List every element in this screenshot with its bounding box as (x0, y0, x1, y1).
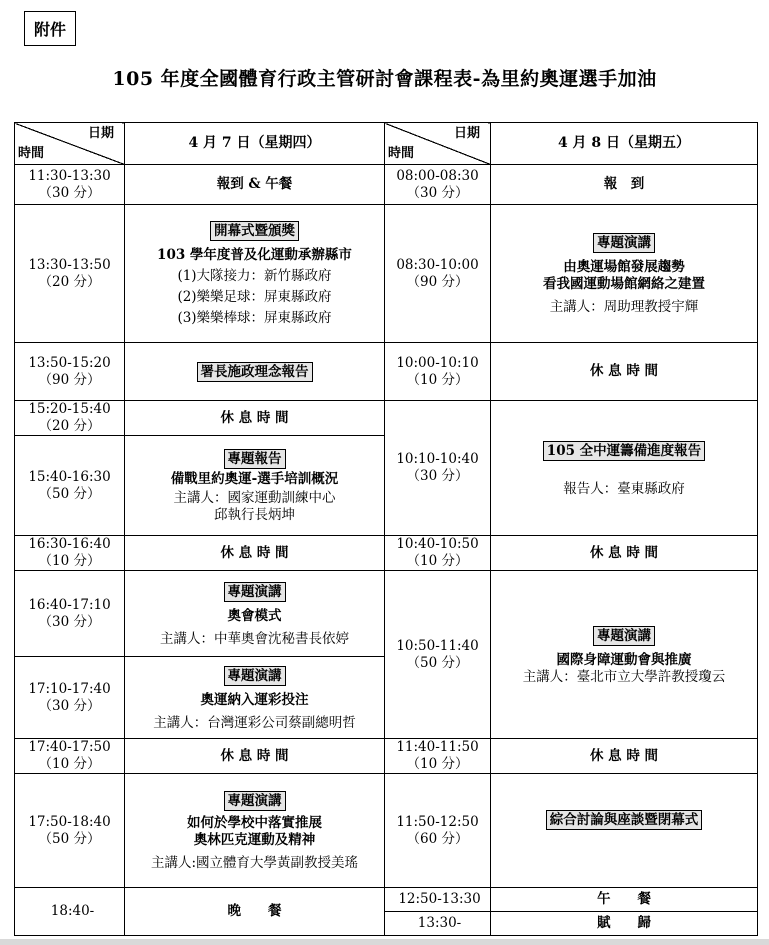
time-range: 11:50-12:50 (396, 813, 479, 830)
session-topic: 奧林匹克運動及精神 (193, 832, 316, 848)
time-range: 17:50-18:40 (28, 813, 111, 830)
duration: （90 分） (38, 371, 101, 388)
time-range: 17:40-17:50 (28, 739, 111, 755)
day1-dinner: 晚 餐 (125, 888, 385, 936)
session-topic: 如何於學校中落實推展 (187, 815, 322, 831)
speaker: 主講人：臺北市立大學許教授瓊云 (522, 668, 726, 685)
time-range: 13:30-13:50 (28, 256, 111, 273)
day1-break: 休 息 時 間 (125, 536, 385, 571)
speaker: 主講人：中華奧會沈秘書長依婷 (160, 630, 349, 647)
duration: （50 分） (38, 830, 101, 847)
session-topic: 看我國運動場館網絡之建置 (543, 276, 705, 292)
day1-keynote-school (125, 774, 385, 888)
time-range: 16:40-17:10 (28, 596, 111, 613)
duration: （20 分） (38, 273, 101, 290)
time-range: 17:10-17:40 (28, 680, 111, 697)
session-topic: 備戰里約奧運-選手培訓概況 (170, 471, 339, 487)
day2-break: 休 息 時 間 (491, 739, 758, 774)
duration: （20 分） (38, 418, 101, 434)
speaker: 主講人:國立體育大學黃副教授美瑤 (150, 855, 359, 871)
attachment-label: 附件 (24, 11, 76, 46)
day1-keynote-lottery (125, 657, 385, 739)
duration: （10 分） (38, 756, 101, 772)
bottom-strip (0, 939, 769, 945)
day2-keynote-venues (491, 205, 758, 343)
session-topic: 由奧運場館發展趨勢 (563, 259, 685, 275)
speaker: 主講人：國家運動訓練中心 (173, 490, 336, 506)
header-diagonal-cell-day1 (15, 123, 125, 165)
duration: （10 分） (406, 371, 469, 388)
duration: （30 分） (38, 697, 101, 714)
day2-closing (491, 774, 758, 888)
day2-time-cell (385, 739, 491, 774)
time-range: 10:50-11:40 (396, 637, 479, 654)
time-range: 11:30-13:30 (28, 167, 111, 184)
duration: （90 分） (406, 273, 469, 290)
page-title: 105 年度全國體育行政主管研討會課程表-為里約奧運選手加油 (112, 68, 657, 90)
session-tag: 綜合討論與座談暨閉幕式 (546, 810, 703, 830)
time-range: 12:50-13:30 (398, 891, 481, 907)
day1-header: 4 月 7 日（星期四） (125, 123, 385, 165)
day1-time-cell (15, 536, 125, 571)
time-range: 08:00-08:30 (396, 167, 479, 184)
session-tag: 專題報告 (224, 449, 286, 469)
time-range: 18:40- (50, 903, 95, 919)
day1-time-cell (15, 205, 125, 343)
day2-checkin: 報 到 (491, 165, 758, 205)
time-range: 10:00-10:10 (396, 354, 479, 371)
day1-time-cell (15, 657, 125, 739)
day1-time-cell (15, 436, 125, 536)
time-range: 13:50-15:20 (28, 354, 111, 371)
header-row (15, 123, 758, 165)
day2-time-cell (385, 912, 491, 936)
day1-special-report (125, 436, 385, 536)
duration: （50 分） (38, 485, 101, 502)
award-item: (3)樂樂棒球：屏東縣政府 (177, 309, 332, 326)
award-item: (1)大隊接力：新竹縣政府 (177, 267, 332, 284)
day1-checkin-lunch: 報到 & 午餐 (125, 165, 385, 205)
header-diagonal-cell-day2 (385, 123, 491, 165)
diag-date-label: 日期 (87, 126, 114, 141)
session-tag: 署長施政理念報告 (197, 362, 313, 382)
day2-time-cell (385, 536, 491, 571)
session-topic: 奧運納入運彩投注 (200, 691, 309, 708)
day2-time-cell (385, 774, 491, 888)
schedule-table (14, 122, 758, 936)
time-range: 10:10-10:40 (396, 451, 479, 467)
session-tag: 開幕式暨頒獎 (210, 221, 299, 241)
day2-lunch: 午 餐 (491, 888, 758, 912)
day2-time-cell (385, 343, 491, 401)
diag-time-label: 時間 (18, 146, 45, 161)
session-tag: 專題演講 (593, 233, 655, 253)
day1-time-cell (15, 401, 125, 436)
day1-time-cell (15, 888, 125, 936)
session-tag: 專題演講 (224, 666, 286, 686)
diag-date-label: 日期 (453, 126, 480, 141)
duration: （30 分） (406, 468, 469, 484)
day1-break: 休 息 時 間 (125, 739, 385, 774)
speaker: 報告人：臺東縣政府 (563, 480, 685, 497)
day2-time-cell (385, 205, 491, 343)
day2-time-cell (385, 571, 491, 739)
day1-keynote-olympic-model (125, 571, 385, 657)
day1-time-cell (15, 343, 125, 401)
day2-games-report (491, 401, 758, 536)
time-range: 11:40-11:50 (396, 739, 479, 755)
day2-header: 4 月 8 日（星期五） (491, 123, 758, 165)
session-subtitle: 103 學年度普及化運動承辦縣市 (157, 246, 352, 263)
day1-opening-session (125, 205, 385, 343)
time-range: 16:30-16:40 (28, 536, 111, 552)
day1-director-report (125, 343, 385, 401)
duration: （10 分） (38, 553, 101, 569)
day2-keynote-para (491, 571, 758, 739)
award-item: (2)樂樂足球：屏東縣政府 (177, 288, 332, 305)
duration: （30 分） (406, 184, 469, 201)
time-range: 08:30-10:00 (396, 256, 479, 273)
day2-break: 休 息 時 間 (491, 343, 758, 401)
day1-time-cell (15, 571, 125, 657)
session-tag: 專題演講 (224, 791, 286, 811)
speaker-name: 邱執行長炳坤 (214, 507, 295, 523)
speaker: 主講人：台灣運彩公司蔡副總明哲 (153, 714, 356, 731)
speaker: 主講人：周助理教授宇輝 (549, 299, 699, 315)
duration: （30 分） (38, 613, 101, 630)
time-range: 15:20-15:40 (28, 401, 111, 417)
day1-time-cell (15, 739, 125, 774)
duration: （10 分） (406, 756, 469, 772)
duration: （30 分） (38, 184, 101, 201)
day1-break: 休 息 時 間 (125, 401, 385, 436)
duration: （60 分） (406, 830, 469, 847)
day2-break: 休 息 時 間 (491, 536, 758, 571)
day1-time-cell (15, 774, 125, 888)
time-range: 10:40-10:50 (396, 536, 479, 552)
duration: （50 分） (406, 654, 469, 671)
session-tag: 105 全中運籌備進度報告 (543, 441, 705, 461)
day2-time-cell (385, 401, 491, 536)
time-range: 13:30- (417, 915, 462, 931)
diag-time-label: 時間 (388, 146, 415, 161)
day2-departure: 賦 歸 (491, 912, 758, 936)
time-range: 15:40-16:30 (28, 468, 111, 485)
duration: （10 分） (406, 553, 469, 569)
session-tag: 專題演講 (593, 626, 655, 646)
session-topic: 國際身障運動會與推廣 (556, 651, 692, 668)
day2-time-cell (385, 888, 491, 912)
day1-time-cell (15, 165, 125, 205)
session-topic: 奧會模式 (227, 607, 282, 624)
day2-time-cell (385, 165, 491, 205)
session-tag: 專題演講 (224, 582, 286, 602)
